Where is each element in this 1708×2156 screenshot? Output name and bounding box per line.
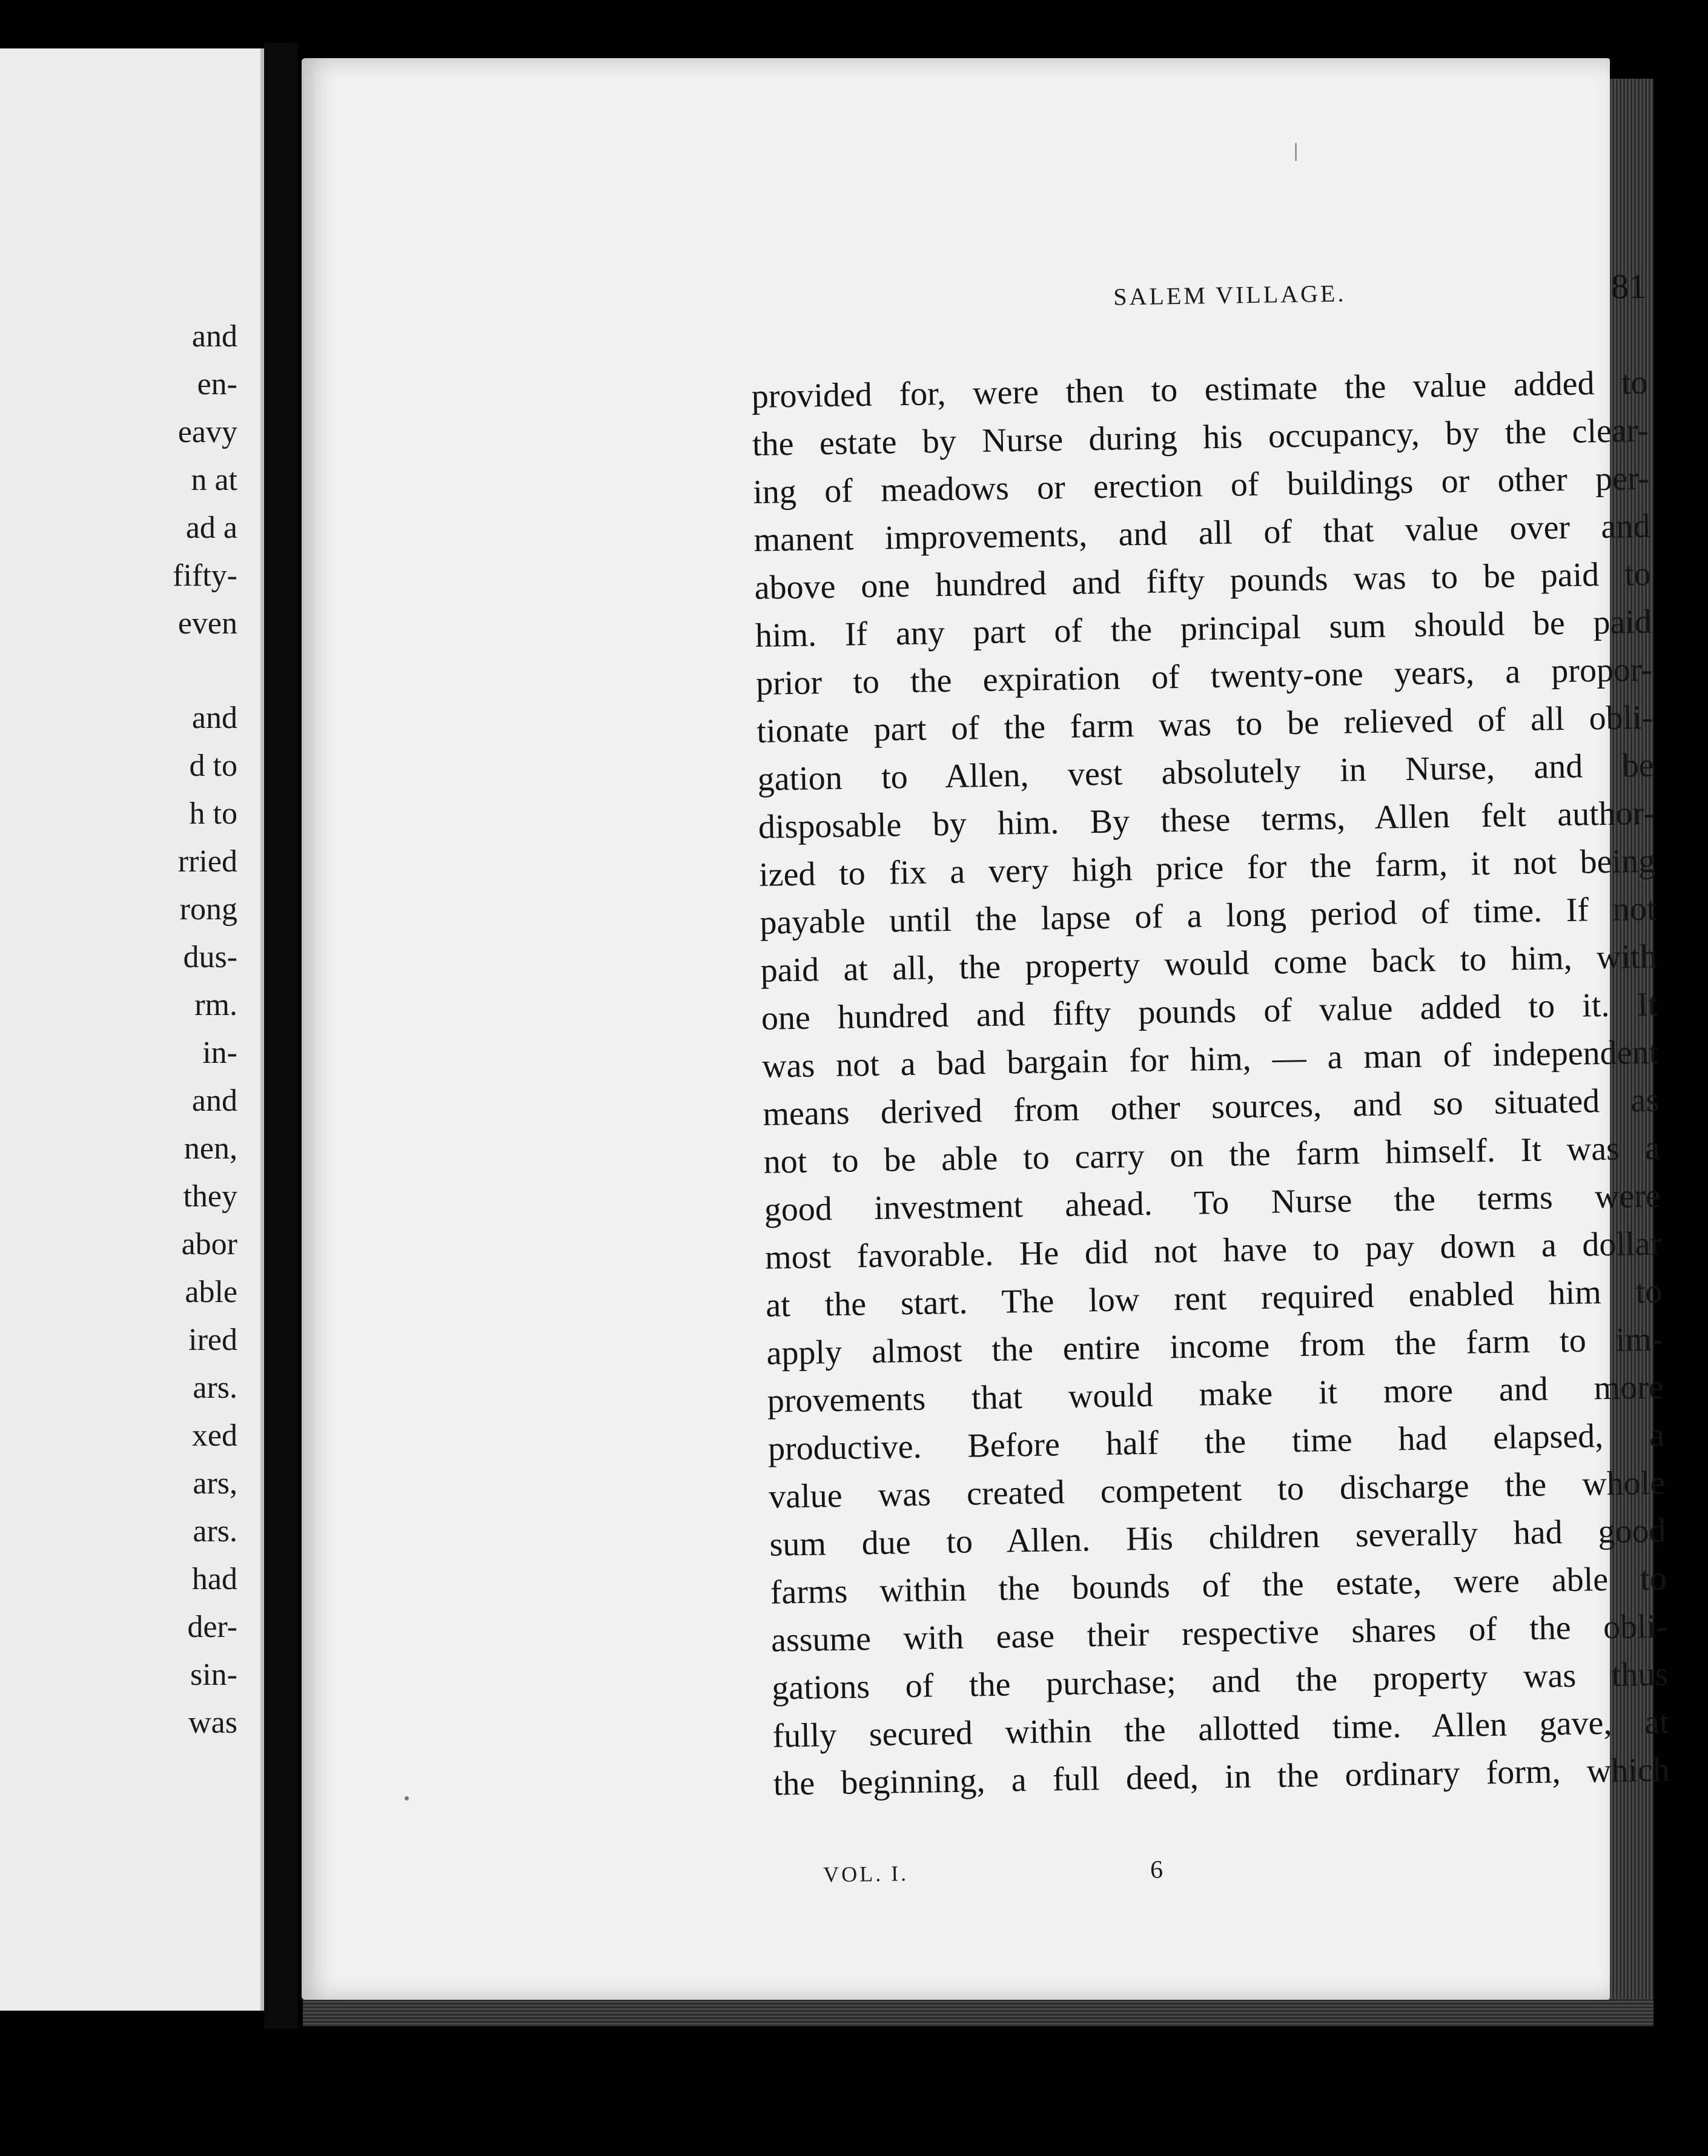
text-line: at the start. The low rent required enabled him to [765,1272,1663,1324]
text-line: him. If any part of the principal sum should be paid [755,603,1652,655]
left-page-line-fragment: d to [189,749,237,783]
text-line: paid at all, the property would come back to him, with [760,937,1658,990]
left-page-line-fragment: rong [179,892,237,927]
text-line: means derived from other sources, and so situated as [762,1081,1660,1133]
page-number: 81 [1610,266,1647,306]
left-page-line-fragment: h to [189,796,237,831]
text-line: gation to Allen, vest absolutely in Nurse, and be [757,746,1655,798]
book-gutter [264,42,298,2029]
text-line: ing of meadows or erection of buildings or other per- [752,459,1650,511]
left-page-line-fragment: abor [181,1227,237,1262]
left-page-line-fragment: n at [191,463,237,497]
left-page-line-fragment: rm. [194,988,237,1022]
left-page-line-fragment: even [177,606,237,641]
left-page-line-fragment: xed [191,1418,237,1453]
text-line: above one hundred and fifty pounds was to be paid to [754,555,1652,607]
text-line: the estate by Nurse during his occupancy, by the clear- [752,411,1649,463]
text-line: not to be able to carry on the farm himself. It was a [763,1129,1660,1181]
text-line: disposable by him. By these terms, Allen felt author- [758,794,1655,846]
text-line: payable until the lapse of a long period of time. If not [759,890,1657,942]
left-page-line-fragment: ars. [193,1514,237,1549]
text-line: prior to the expiration of twenty-one years, a propor- [755,650,1653,703]
right-page [302,58,1670,2000]
text-line: manent improvements, and all of that value over and [753,507,1650,559]
text-line: apply almost the entire income from the farm to im- [766,1320,1663,1372]
left-page-line-fragment: rried [177,844,237,879]
page-edges-bottom [303,1999,1653,2026]
volume-signature: VOL. I. [823,1861,909,1887]
text-line: good investment ahead. To Nurse the terms were [764,1177,1661,1229]
left-page-line-fragment: ired [188,1323,237,1357]
text-line: value was created competent to discharge the whole [768,1464,1666,1516]
text-line: provided for, were then to estimate the value added to [751,363,1649,415]
left-page-line-fragment: and [191,319,237,354]
text-line: sum due to Allen. His children severally had good [769,1512,1666,1564]
text-line: productive. Before half the time had elapsed, a [767,1416,1665,1468]
left-page-line-fragment: ars, [193,1466,237,1501]
left-page-line-fragment: had [191,1562,237,1596]
left-page-line-fragment: they [183,1179,237,1214]
text-line: was not a bad bargain for him, — a man of independent [761,1033,1659,1085]
left-page-line-fragment: able [185,1275,237,1309]
text-line: most favorable. He did not have to pay down a dollar [764,1225,1662,1277]
text-line: assume with ease their respective shares of the obli- [770,1607,1668,1659]
left-page-line-fragment: fifty- [173,558,237,593]
left-page-line-fragment: en- [197,367,237,402]
left-page-line-fragment: dus- [183,940,237,974]
text-line: farms within the bounds of the estate, were able to [770,1559,1667,1612]
text-line: gations of the purchase; and the property was thus [771,1655,1669,1707]
left-page-line-fragment: in- [202,1036,237,1070]
left-page-line-fragment: ad a [185,511,237,545]
left-page-line-fragment: ars. [193,1371,237,1405]
text-line: tionate part of the farm was to be relieved of all obli- [756,698,1653,750]
body-text [751,359,1670,1808]
text-line: the beginning, a full deed, in the ordinary form, which [773,1751,1670,1803]
text-line: one hundred and fifty pounds of value added to it. It [761,985,1658,1037]
left-page-line-fragment: sin- [190,1658,237,1692]
left-page [0,48,264,2011]
left-page-line-fragment: and [191,1083,237,1118]
text-line: ized to fix a very high price for the farm, it not being [758,842,1656,894]
left-page-line-fragment: der- [187,1610,237,1644]
text-line: provements that would make it more and more [767,1368,1664,1420]
running-head: SALEM VILLAGE. [1113,279,1346,311]
left-page-line-fragment: eavy [177,415,237,449]
left-page-line-fragment: nen, [184,1131,237,1166]
text-block [750,266,1672,1923]
left-page-line-fragment: and [191,701,237,735]
text-line: fully secured within the allotted time. Allen gave, at [772,1703,1669,1755]
gathering-signature: 6 [1150,1856,1163,1884]
left-page-line-fragment: was [188,1705,237,1740]
